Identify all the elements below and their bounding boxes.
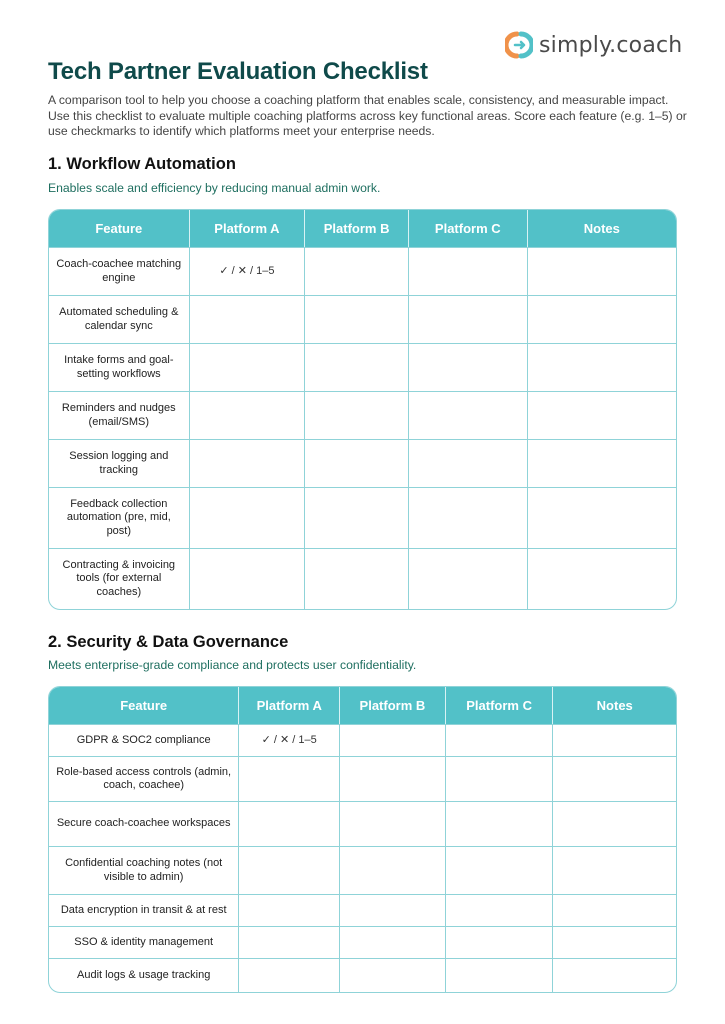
table-row — [49, 926, 676, 958]
column-header-feature: Feature — [49, 210, 190, 247]
platform-c-score-cell[interactable] — [409, 343, 528, 391]
platform-b-score-cell[interactable] — [305, 247, 409, 295]
platform-a-score-cell[interactable] — [190, 295, 306, 343]
feature-cell: Data encryption in transit & at rest — [49, 894, 239, 926]
platform-a-score-cell[interactable]: ✓ / ✕ / 1–5 — [239, 724, 340, 756]
platform-a-score-cell[interactable] — [190, 343, 306, 391]
platform-a-score-cell[interactable] — [190, 487, 306, 548]
feature-cell: Secure coach-coachee workspaces — [49, 801, 239, 846]
platform-c-score-cell[interactable] — [409, 295, 528, 343]
notes-cell[interactable] — [528, 487, 676, 548]
platform-c-score-cell[interactable] — [409, 487, 528, 548]
platform-b-score-cell[interactable] — [305, 439, 409, 487]
notes-cell[interactable] — [553, 801, 676, 846]
page-title: Tech Partner Evaluation Checklist — [48, 58, 428, 85]
feature-cell: Coach-coachee matching engine — [49, 247, 190, 295]
platform-a-score-cell[interactable] — [239, 958, 340, 992]
platform-a-score-cell[interactable] — [239, 801, 340, 846]
column-header-notes: Notes — [528, 210, 676, 247]
feature-cell: Intake forms and goal-setting workflows — [49, 343, 190, 391]
table-row — [49, 958, 676, 992]
notes-cell[interactable] — [528, 343, 676, 391]
platform-c-score-cell[interactable] — [446, 846, 554, 894]
platform-b-score-cell[interactable] — [305, 487, 409, 548]
feature-cell: Automated scheduling & calendar sync — [49, 295, 190, 343]
platform-a-score-cell[interactable] — [190, 548, 306, 609]
platform-b-score-cell[interactable] — [305, 295, 409, 343]
column-header-platform-a: Platform A — [190, 210, 306, 247]
column-header-platform-c: Platform C — [409, 210, 528, 247]
feature-cell: SSO & identity management — [49, 926, 239, 958]
table-row — [49, 724, 676, 756]
platform-c-score-cell[interactable] — [446, 756, 554, 801]
platform-a-score-cell[interactable] — [190, 391, 306, 439]
platform-c-score-cell[interactable] — [409, 439, 528, 487]
platform-c-score-cell[interactable] — [446, 801, 554, 846]
platform-c-score-cell[interactable] — [409, 247, 528, 295]
platform-c-score-cell[interactable] — [446, 894, 554, 926]
feature-cell: Confidential coaching notes (not visible to admin) — [49, 846, 239, 894]
table-row — [49, 295, 676, 343]
table-row — [49, 487, 676, 548]
table-row — [49, 894, 676, 926]
notes-cell[interactable] — [553, 958, 676, 992]
platform-c-score-cell[interactable] — [409, 548, 528, 609]
section-title-security-data-governance: 2. Security & Data Governance — [48, 633, 289, 651]
table-row — [49, 391, 676, 439]
platform-b-score-cell[interactable] — [340, 801, 446, 846]
table-row — [49, 548, 676, 609]
column-header-platform-c: Platform C — [446, 687, 554, 724]
notes-cell[interactable] — [553, 894, 676, 926]
notes-cell[interactable] — [528, 548, 676, 609]
section-title-workflow-automation: 1. Workflow Automation — [48, 155, 236, 173]
table-row — [49, 439, 676, 487]
feature-cell: Reminders and nudges (email/SMS) — [49, 391, 190, 439]
table-row — [49, 801, 676, 846]
platform-a-score-cell[interactable]: ✓ / ✕ / 1–5 — [190, 247, 306, 295]
column-header-platform-b: Platform B — [340, 687, 446, 724]
platform-b-score-cell[interactable] — [340, 846, 446, 894]
notes-cell[interactable] — [528, 391, 676, 439]
notes-cell[interactable] — [528, 439, 676, 487]
table-row — [49, 756, 676, 801]
platform-b-score-cell[interactable] — [340, 926, 446, 958]
feature-cell: Role-based access controls (admin, coach, coachee) — [49, 756, 239, 801]
table-row — [49, 846, 676, 894]
platform-b-score-cell[interactable] — [340, 756, 446, 801]
platform-a-score-cell[interactable] — [190, 439, 306, 487]
section-subtitle-workflow-automation: Enables scale and efficiency by reducing manual admin work. — [48, 181, 381, 195]
workflow-automation-table — [48, 209, 677, 610]
column-header-platform-b: Platform B — [305, 210, 409, 247]
platform-c-score-cell[interactable] — [446, 958, 554, 992]
column-header-feature: Feature — [49, 687, 239, 724]
notes-cell[interactable] — [553, 756, 676, 801]
platform-c-score-cell[interactable] — [446, 926, 554, 958]
notes-cell[interactable] — [553, 724, 676, 756]
column-header-platform-a: Platform A — [239, 687, 340, 724]
column-header-notes: Notes — [553, 687, 676, 724]
brand-logo — [505, 31, 682, 59]
table-header-row — [49, 687, 676, 724]
platform-a-score-cell[interactable] — [239, 926, 340, 958]
notes-cell[interactable] — [553, 926, 676, 958]
notes-cell[interactable] — [528, 247, 676, 295]
table-row — [49, 247, 676, 295]
platform-b-score-cell[interactable] — [305, 343, 409, 391]
table-header-row — [49, 210, 676, 247]
platform-c-score-cell[interactable] — [446, 724, 554, 756]
section-subtitle-security-data-governance: Meets enterprise-grade compliance and protects user confidentiality. — [48, 658, 417, 672]
feature-cell: Feedback collection automation (pre, mid, post) — [49, 487, 190, 548]
platform-c-score-cell[interactable] — [409, 391, 528, 439]
feature-cell: Session logging and tracking — [49, 439, 190, 487]
feature-cell: Contracting & invoicing tools (for external coaches) — [49, 548, 190, 609]
notes-cell[interactable] — [528, 295, 676, 343]
platform-b-score-cell[interactable] — [340, 724, 446, 756]
brand-name: simply.coach — [539, 32, 683, 58]
platform-b-score-cell[interactable] — [340, 958, 446, 992]
platform-a-score-cell[interactable] — [239, 894, 340, 926]
table-row — [49, 343, 676, 391]
feature-cell: GDPR & SOC2 compliance — [49, 724, 239, 756]
intro-paragraph: A comparison tool to help you choose a coaching platform that enables scale, consistency, and measurable impact. Use this checklist to evaluate multiple coaching platforms across key functional areas. Score each feature (e.g. 1–5) or use checkmarks to identify which platforms meet your enterprise needs. — [48, 93, 687, 138]
platform-a-score-cell[interactable] — [239, 756, 340, 801]
notes-cell[interactable] — [553, 846, 676, 894]
feature-cell: Audit logs & usage tracking — [49, 958, 239, 992]
platform-a-score-cell[interactable] — [239, 846, 340, 894]
platform-b-score-cell[interactable] — [305, 391, 409, 439]
security-data-governance-table — [48, 686, 677, 993]
platform-b-score-cell[interactable] — [305, 548, 409, 609]
simply-coach-logo-icon — [505, 31, 533, 59]
platform-b-score-cell[interactable] — [340, 894, 446, 926]
